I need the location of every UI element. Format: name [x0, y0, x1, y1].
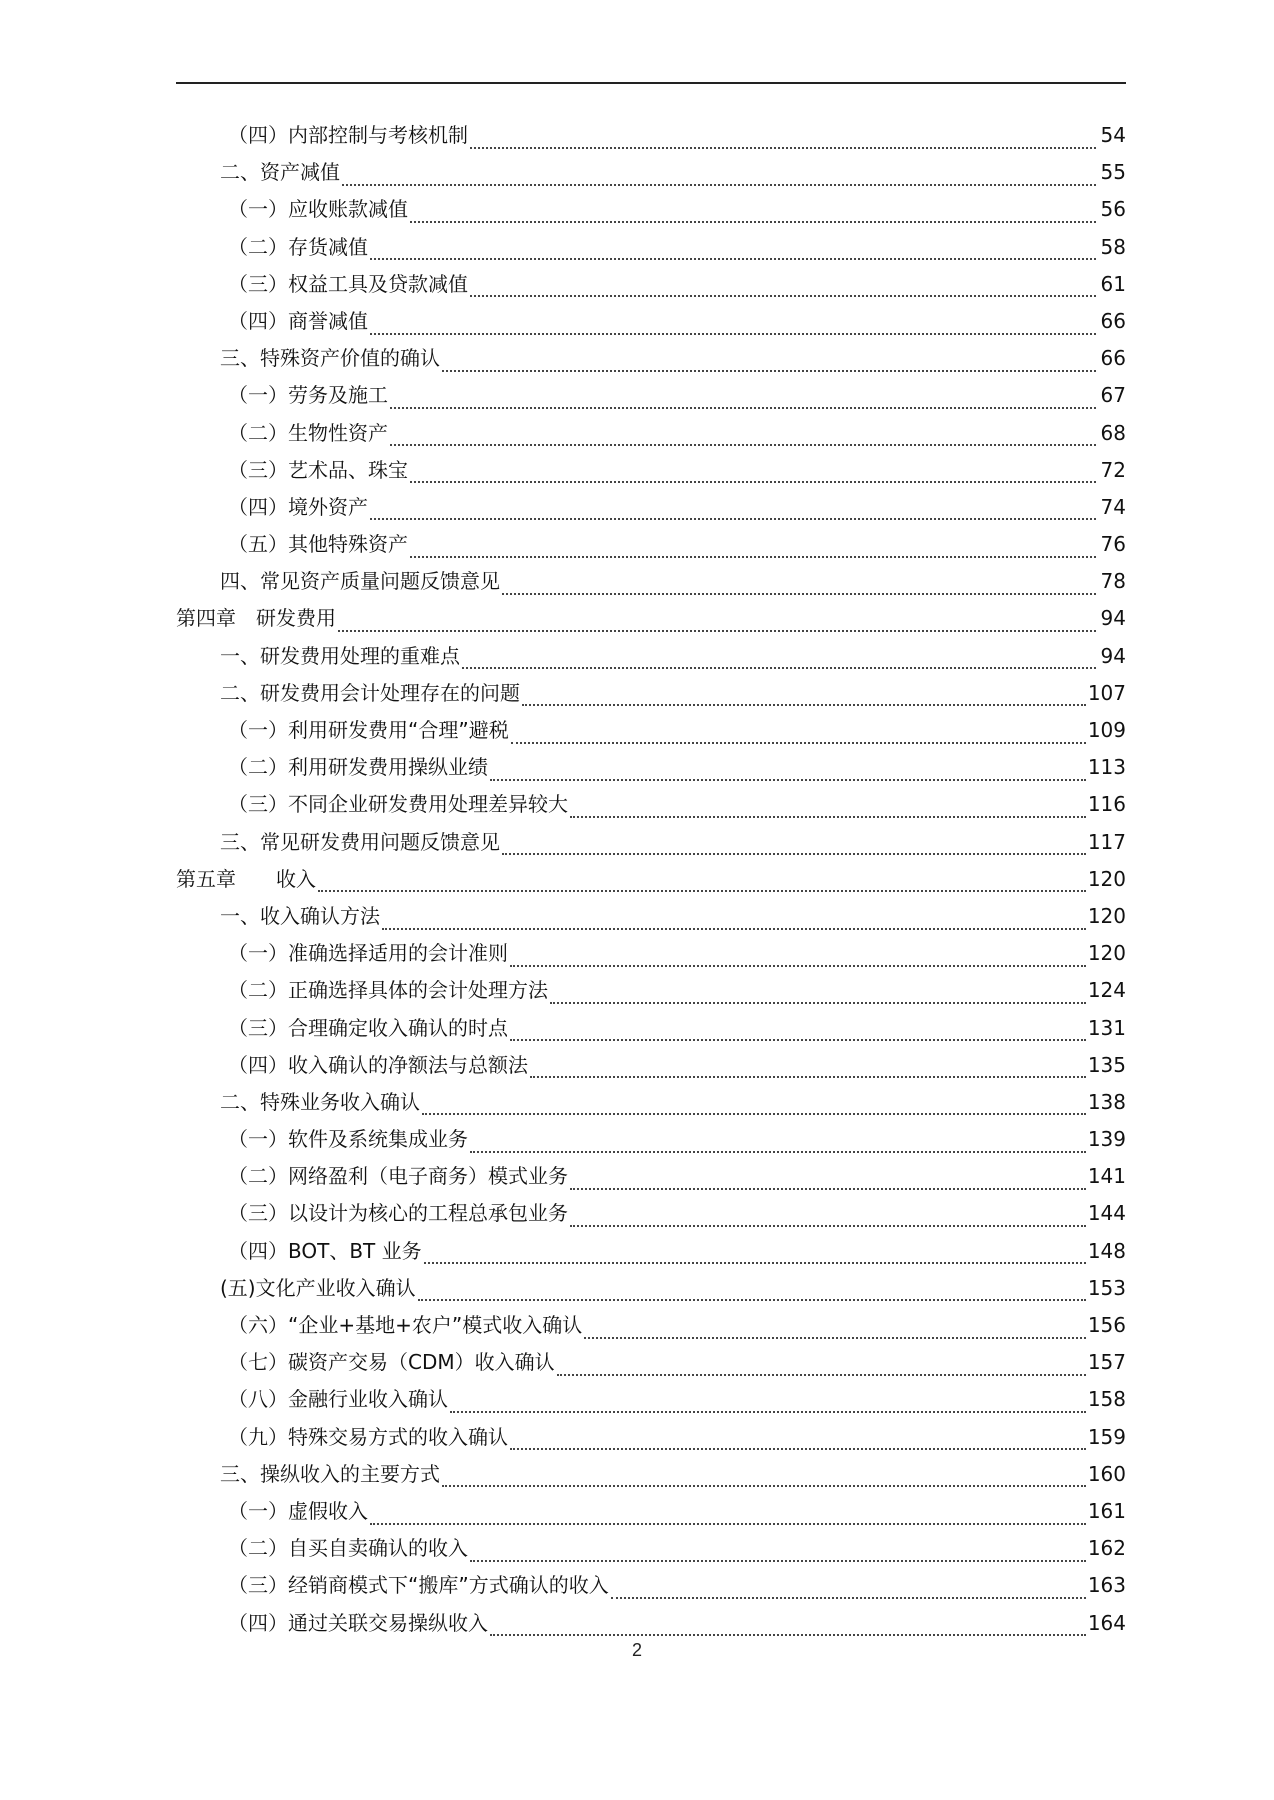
toc-entry-page: 139	[1087, 1127, 1126, 1152]
toc-entry-page: 161	[1087, 1498, 1126, 1523]
toc-entry-label: （四）境外资产	[228, 494, 368, 519]
toc-entry-label: （一）软件及系统集成业务	[228, 1127, 468, 1152]
toc-entry-page: 120	[1087, 903, 1126, 928]
toc-entry[interactable]	[176, 452, 1126, 489]
toc-entry[interactable]	[176, 526, 1126, 563]
toc-entry-label: 三、操纵收入的主要方式	[220, 1461, 440, 1486]
toc-entry-page: 61	[1100, 271, 1126, 296]
toc-dot-leader	[510, 945, 1086, 967]
toc-entry-page: 144	[1087, 1201, 1126, 1226]
toc-dot-leader	[570, 1168, 1086, 1190]
toc-entry-page: 55	[1100, 160, 1126, 185]
header-rule	[176, 82, 1126, 84]
toc-dot-leader	[584, 1317, 1086, 1339]
toc-dot-leader	[338, 610, 1096, 632]
toc-dot-leader	[442, 350, 1096, 372]
toc-entry[interactable]	[176, 1307, 1126, 1344]
toc-dot-leader	[470, 275, 1096, 297]
toc-entry[interactable]	[176, 563, 1126, 600]
toc-entry-label: （三）不同企业研发费用处理差异较大	[228, 792, 568, 817]
toc-entry[interactable]	[176, 229, 1126, 266]
toc-entry[interactable]	[176, 340, 1126, 377]
toc-entry-label: （二）正确选择具体的会计处理方法	[228, 978, 548, 1003]
toc-dot-leader	[318, 870, 1086, 892]
toc-entry-label: 二、特殊业务收入确认	[220, 1089, 420, 1114]
toc-entry-page: 117	[1087, 829, 1126, 854]
toc-dot-leader	[370, 238, 1096, 260]
toc-entry-label: （四）收入确认的净额法与总额法	[228, 1052, 528, 1077]
toc-dot-leader	[422, 1093, 1086, 1115]
toc-entry-label: （五）其他特殊资产	[228, 532, 408, 557]
toc-entry-page: 135	[1087, 1052, 1126, 1077]
toc-entry[interactable]	[176, 600, 1126, 637]
toc-entry[interactable]	[176, 1344, 1126, 1381]
toc-entry-label: （一）应收账款减值	[228, 197, 408, 222]
toc-entry[interactable]	[176, 1121, 1126, 1158]
toc-dot-leader	[442, 1465, 1086, 1487]
toc-entry-page: 131	[1087, 1015, 1126, 1040]
toc-entry[interactable]	[176, 1047, 1126, 1084]
toc-entry-label: （九）特殊交易方式的收入确认	[228, 1424, 508, 1449]
toc-entry-label: （二）网络盈利（电子商务）模式业务	[228, 1164, 568, 1189]
toc-entry-label: 四、常见资产质量问题反馈意见	[220, 569, 500, 594]
toc-entry-page: 72	[1100, 457, 1126, 482]
toc-entry-page: 107	[1087, 680, 1126, 705]
toc-dot-leader	[370, 498, 1096, 520]
toc-dot-leader	[511, 722, 1086, 744]
toc-entry-label: （二）存货减值	[228, 234, 368, 259]
page-number: 2	[631, 1640, 642, 1660]
toc-entry-page: 163	[1087, 1573, 1126, 1598]
toc-entry-label: （六）“企业+基地+农户”模式收入确认	[228, 1313, 583, 1337]
table-of-contents	[176, 117, 1126, 1642]
toc-entry[interactable]	[176, 712, 1126, 749]
toc-entry-page: 141	[1087, 1164, 1126, 1189]
toc-entry-label: 二、资产减值	[220, 160, 340, 185]
toc-dot-leader	[490, 1614, 1086, 1636]
toc-entry-label: （三）合理确定收入确认的时点	[228, 1015, 508, 1040]
toc-entry-page: 164	[1087, 1610, 1126, 1635]
toc-entry[interactable]	[176, 749, 1126, 786]
toc-entry-page: 67	[1100, 383, 1126, 408]
toc-entry[interactable]	[176, 824, 1126, 861]
toc-entry-page: 153	[1087, 1275, 1126, 1300]
toc-entry-label: （三）经销商模式下“搬库”方式确认的收入	[228, 1573, 609, 1598]
toc-dot-leader	[611, 1577, 1086, 1599]
toc-entry-label: （一）虚假收入	[228, 1498, 368, 1523]
toc-dot-leader	[550, 982, 1086, 1004]
toc-dot-leader	[424, 1242, 1086, 1264]
toc-entry-page: 156	[1087, 1313, 1126, 1337]
toc-entry-label: （一）劳务及施工	[228, 383, 388, 408]
toc-entry-page: 109	[1087, 718, 1126, 742]
toc-entry-label: （一）利用研发费用“合理”避税	[228, 718, 509, 742]
toc-entry[interactable]	[176, 1381, 1126, 1418]
toc-dot-leader	[470, 127, 1096, 149]
toc-entry-page: 54	[1100, 123, 1126, 147]
toc-entry-page: 124	[1087, 978, 1126, 1003]
toc-entry[interactable]	[176, 1605, 1126, 1642]
toc-dot-leader	[470, 1131, 1086, 1153]
toc-entry-page: 120	[1087, 866, 1126, 891]
toc-entry[interactable]	[176, 972, 1126, 1009]
toc-entry-page: 158	[1087, 1387, 1126, 1412]
toc-dot-leader	[410, 201, 1096, 223]
toc-entry[interactable]	[176, 786, 1126, 823]
toc-entry[interactable]	[176, 1010, 1126, 1047]
toc-entry-label: 三、常见研发费用问题反馈意见	[220, 829, 500, 854]
toc-dot-leader	[502, 833, 1086, 855]
toc-entry[interactable]	[176, 489, 1126, 526]
toc-entry[interactable]	[176, 1493, 1126, 1530]
toc-entry[interactable]	[176, 1530, 1126, 1567]
toc-dot-leader	[557, 1354, 1086, 1376]
toc-entry[interactable]	[176, 1195, 1126, 1232]
toc-dot-leader	[570, 796, 1086, 818]
toc-dot-leader	[410, 461, 1096, 483]
toc-dot-leader	[490, 759, 1086, 781]
toc-dot-leader	[382, 908, 1086, 930]
toc-entry-label: （四）BOT、BT 业务	[228, 1238, 422, 1263]
toc-entry-page: 159	[1087, 1424, 1126, 1449]
toc-dot-leader	[370, 1503, 1086, 1525]
toc-entry[interactable]	[176, 1084, 1126, 1121]
toc-dot-leader	[510, 1428, 1086, 1450]
toc-entry[interactable]	[176, 191, 1126, 228]
toc-entry[interactable]	[176, 935, 1126, 972]
toc-entry-label: 一、研发费用处理的重难点	[220, 643, 460, 668]
toc-dot-leader	[410, 536, 1096, 558]
toc-entry-label: （三）以设计为核心的工程总承包业务	[228, 1201, 568, 1226]
toc-entry-page: 66	[1100, 346, 1126, 371]
toc-entry-label: （二）利用研发费用操纵业绩	[228, 755, 488, 780]
toc-entry-label: （七）碳资产交易（CDM）收入确认	[228, 1350, 555, 1375]
toc-entry-page: 68	[1100, 420, 1126, 445]
toc-entry-page: 94	[1100, 606, 1126, 631]
toc-entry-page: 120	[1087, 941, 1126, 966]
toc-entry-page: 58	[1100, 234, 1126, 259]
toc-entry[interactable]	[176, 266, 1126, 303]
toc-entry-page: 78	[1100, 569, 1126, 594]
toc-entry[interactable]	[176, 675, 1126, 712]
toc-entry-label: (五)文化产业收入确认	[220, 1275, 416, 1300]
toc-entry[interactable]	[176, 154, 1126, 191]
toc-entry-label: （四）商誉减值	[228, 308, 368, 333]
toc-entry-page: 148	[1087, 1238, 1126, 1263]
toc-entry-label: （二）生物性资产	[228, 420, 388, 445]
toc-dot-leader	[370, 313, 1096, 335]
toc-entry-label: 第四章 研发费用	[176, 606, 336, 631]
toc-dot-leader	[450, 1391, 1086, 1413]
toc-entry-label: （四）内部控制与考核机制	[228, 123, 468, 147]
toc-entry[interactable]	[176, 415, 1126, 452]
toc-entry[interactable]	[176, 638, 1126, 675]
toc-entry-page: 76	[1100, 532, 1126, 557]
toc-dot-leader	[470, 1540, 1086, 1562]
toc-dot-leader	[390, 387, 1096, 409]
toc-entry-page: 157	[1087, 1350, 1126, 1375]
toc-dot-leader	[530, 1056, 1086, 1078]
toc-entry-label: 三、特殊资产价值的确认	[220, 346, 440, 371]
toc-entry-page: 113	[1087, 755, 1126, 780]
toc-entry[interactable]	[176, 117, 1126, 154]
toc-entry-label: （四）通过关联交易操纵收入	[228, 1610, 488, 1635]
toc-entry[interactable]	[176, 1456, 1126, 1493]
toc-entry-label: （三）权益工具及贷款减值	[228, 271, 468, 296]
toc-entry-page: 66	[1100, 308, 1126, 333]
toc-entry-label: 二、研发费用会计处理存在的问题	[220, 680, 520, 705]
toc-entry-label: （三）艺术品、珠宝	[228, 457, 408, 482]
toc-entry-page: 138	[1087, 1089, 1126, 1114]
toc-dot-leader	[502, 573, 1096, 595]
toc-entry[interactable]	[176, 861, 1126, 898]
toc-entry[interactable]	[176, 1270, 1126, 1307]
toc-dot-leader	[510, 1019, 1086, 1041]
toc-dot-leader	[418, 1279, 1086, 1301]
toc-dot-leader	[462, 647, 1096, 669]
toc-entry[interactable]	[176, 1419, 1126, 1456]
toc-entry[interactable]	[176, 898, 1126, 935]
toc-dot-leader	[570, 1205, 1086, 1227]
toc-entry-label: 一、收入确认方法	[220, 903, 380, 928]
toc-entry-page: 116	[1087, 792, 1126, 817]
toc-dot-leader	[522, 684, 1086, 706]
toc-entry-page: 162	[1087, 1536, 1126, 1561]
toc-entry-label: （一）准确选择适用的会计准则	[228, 941, 508, 966]
toc-entry[interactable]	[176, 1158, 1126, 1195]
toc-entry-page: 94	[1100, 643, 1126, 668]
toc-entry[interactable]	[176, 303, 1126, 340]
toc-dot-leader	[390, 424, 1096, 446]
toc-entry-page: 74	[1100, 494, 1126, 519]
toc-entry[interactable]	[176, 1233, 1126, 1270]
toc-entry-page: 56	[1100, 197, 1126, 222]
toc-dot-leader	[342, 164, 1096, 186]
toc-entry-page: 160	[1087, 1461, 1126, 1486]
toc-entry[interactable]	[176, 377, 1126, 414]
toc-entry-label: 第五章 收入	[176, 866, 316, 891]
toc-entry[interactable]	[176, 1567, 1126, 1604]
toc-entry-label: （二）自买自卖确认的收入	[228, 1536, 468, 1561]
toc-entry-label: （八）金融行业收入确认	[228, 1387, 448, 1412]
